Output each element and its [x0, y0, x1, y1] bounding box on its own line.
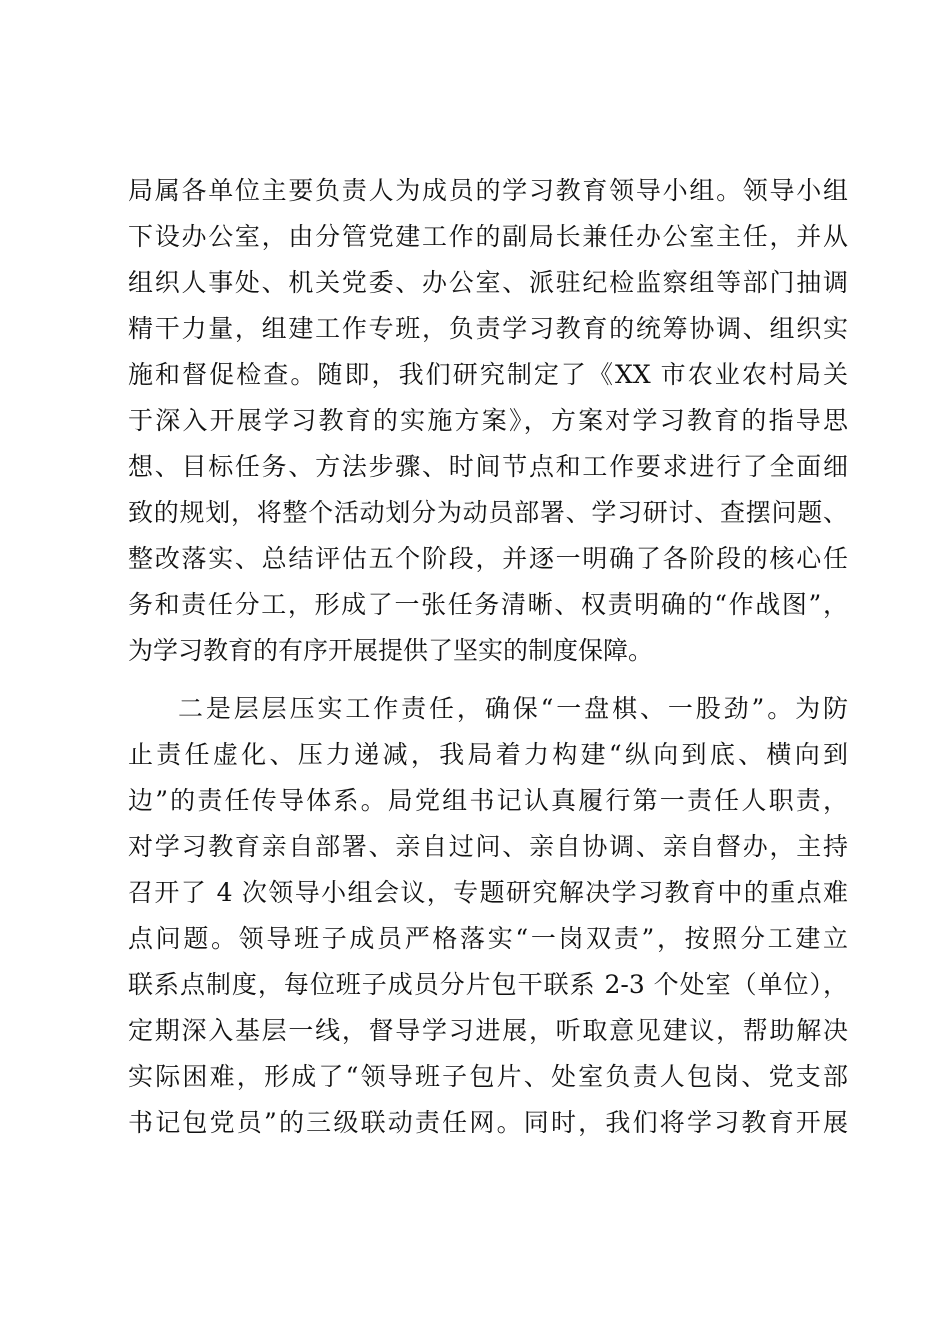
paragraph-line: 召开了 4 次领导小组会议，专题研究解决学习教育中的重点难: [128, 878, 848, 907]
paragraph-line: 二是层层压实工作责任，确保“一盘棋、一股劲”。为防: [178, 694, 848, 723]
paragraph-line: 下设办公室，由分管党建工作的副局长兼任办公室主任，并从: [128, 222, 848, 251]
paragraph-line: 书记包党员”的三级联动责任网。同时，我们将学习教育开展: [128, 1108, 848, 1137]
paragraph-line: 止责任虚化、压力递减，我局着力构建“纵向到底、横向到: [128, 740, 848, 769]
paragraph-line: 联系点制度，每位班子成员分片包干联系 2-3 个处室（单位），: [128, 970, 848, 999]
paragraph-line: 致的规划，将整个活动划分为动员部署、学习研讨、查摆问题、: [128, 498, 848, 527]
paragraph-line: 定期深入基层一线，督导学习进展，听取意见建议，帮助解决: [128, 1016, 848, 1045]
paragraph-line: 整改落实、总结评估五个阶段，并逐一明确了各阶段的核心任: [128, 544, 848, 573]
paragraph-line: 对学习教育亲自部署、亲自过问、亲自协调、亲自督办，主持: [128, 832, 848, 861]
paragraph-line: 务和责任分工，形成了一张任务清晰、权责明确的“作战图”，: [128, 590, 848, 619]
paragraph-line: 局属各单位主要负责人为成员的学习教育领导小组。领导小组: [128, 176, 848, 205]
paragraph-line: 为学习教育的有序开展提供了坚实的制度保障。: [128, 636, 654, 665]
paragraph-line: 组织人事处、机关党委、办公室、派驻纪检监察组等部门抽调: [128, 268, 848, 297]
paragraph-line: 边”的责任传导体系。局党组书记认真履行第一责任人职责，: [128, 786, 848, 815]
paragraph-line: 精干力量，组建工作专班，负责学习教育的统筹协调、组织实: [128, 314, 848, 343]
paragraph-line: 想、目标任务、方法步骤、时间节点和工作要求进行了全面细: [128, 452, 848, 481]
paragraph-line: 点问题。领导班子成员严格落实“一岗双责”，按照分工建立: [128, 924, 848, 953]
paragraph-line: 于深入开展学习教育的实施方案》，方案对学习教育的指导思: [128, 406, 848, 435]
paragraph-line: 实际困难，形成了“领导班子包片、处室负责人包岗、党支部: [128, 1062, 848, 1091]
paragraph-line: 施和督促检查。随即，我们研究制定了《XX 市农业农村局关: [128, 360, 848, 389]
